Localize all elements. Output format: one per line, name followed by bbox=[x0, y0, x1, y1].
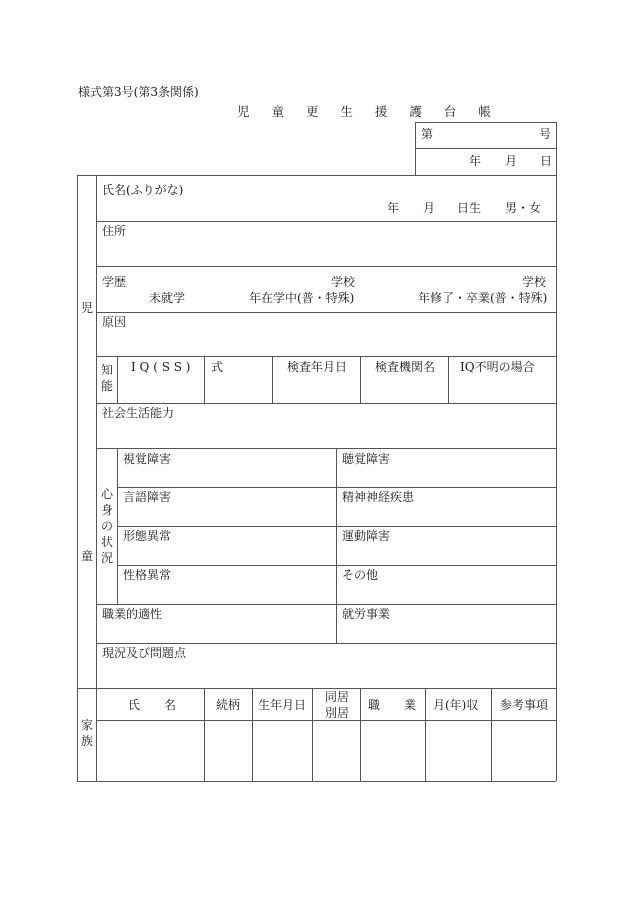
condition-form: 形態異常 bbox=[123, 529, 172, 543]
condition-other: その他 bbox=[342, 568, 379, 582]
child-side-label-bottom: 童 bbox=[80, 549, 93, 563]
condition-visual: 視覚障害 bbox=[123, 452, 172, 466]
page-title: 児 童 更 生 援 護 台 帳 bbox=[237, 104, 500, 119]
family-col-income: 月(年)収 bbox=[433, 698, 479, 712]
name-label: 氏名(ふりがな) bbox=[102, 183, 184, 197]
test-date-label: 検査年月日 bbox=[287, 360, 348, 374]
condition-personality: 性格異常 bbox=[123, 568, 172, 582]
address-label: 住所 bbox=[102, 224, 127, 238]
education-label: 学歴 bbox=[102, 275, 127, 289]
formula-label: 式 bbox=[211, 360, 224, 374]
education-not-enrolled: 未就学 bbox=[149, 291, 186, 305]
current-situation-label: 現況及び問題点 bbox=[102, 646, 187, 660]
employment-label: 就労事業 bbox=[342, 607, 391, 621]
social-ability-label: 社会生活能力 bbox=[102, 406, 175, 420]
intelligence-side-label: 知能 bbox=[100, 363, 113, 393]
child-side-label-top: 児 bbox=[80, 301, 93, 315]
sex-field: 男・女 bbox=[505, 201, 542, 215]
family-col-separate: 別居 bbox=[325, 706, 350, 720]
record-date-month: 月 bbox=[505, 154, 518, 168]
record-number-prefix: 第 bbox=[421, 127, 434, 141]
condition-speech: 言語障害 bbox=[123, 490, 172, 504]
birth-year: 年 bbox=[387, 201, 400, 215]
cause-label: 原因 bbox=[102, 315, 127, 329]
family-col-occupation: 職 業 bbox=[368, 698, 417, 712]
family-side-label: 家族 bbox=[80, 718, 93, 748]
family-col-relation: 続柄 bbox=[216, 698, 241, 712]
birth-day: 日生 bbox=[457, 201, 482, 215]
condition-motor: 運動障害 bbox=[342, 529, 391, 543]
iq-unknown-label: IQ不明の場合 bbox=[460, 360, 535, 374]
record-number-suffix: 号 bbox=[539, 127, 552, 141]
family-col-birthdate: 生年月日 bbox=[258, 698, 307, 712]
condition-hearing: 聴覚障害 bbox=[342, 452, 391, 466]
education-enrolled: 年在学中(普・特殊) bbox=[249, 291, 355, 305]
education-school-2: 学校 bbox=[522, 275, 547, 289]
family-col-cohabit: 同居 bbox=[325, 690, 350, 704]
education-school-1: 学校 bbox=[331, 275, 356, 289]
record-date-year: 年 bbox=[469, 154, 482, 168]
test-agency-label: 検査機関名 bbox=[375, 360, 436, 374]
education-completed: 年修了・卒業(普・特殊) bbox=[418, 291, 548, 305]
family-col-notes: 参考事項 bbox=[500, 698, 549, 712]
form-number-label: 様式第3号(第3条関係) bbox=[78, 85, 199, 99]
condition-neuro: 精神神経疾患 bbox=[342, 490, 415, 504]
iq-label: I Q ( S S ) bbox=[131, 360, 191, 374]
record-date-day: 日 bbox=[540, 154, 553, 168]
birth-month: 月 bbox=[423, 201, 436, 215]
family-col-name: 氏 名 bbox=[128, 698, 177, 712]
vocational-aptitude-label: 職業的適性 bbox=[102, 607, 163, 621]
condition-side-label: 心身の状況 bbox=[100, 487, 113, 565]
